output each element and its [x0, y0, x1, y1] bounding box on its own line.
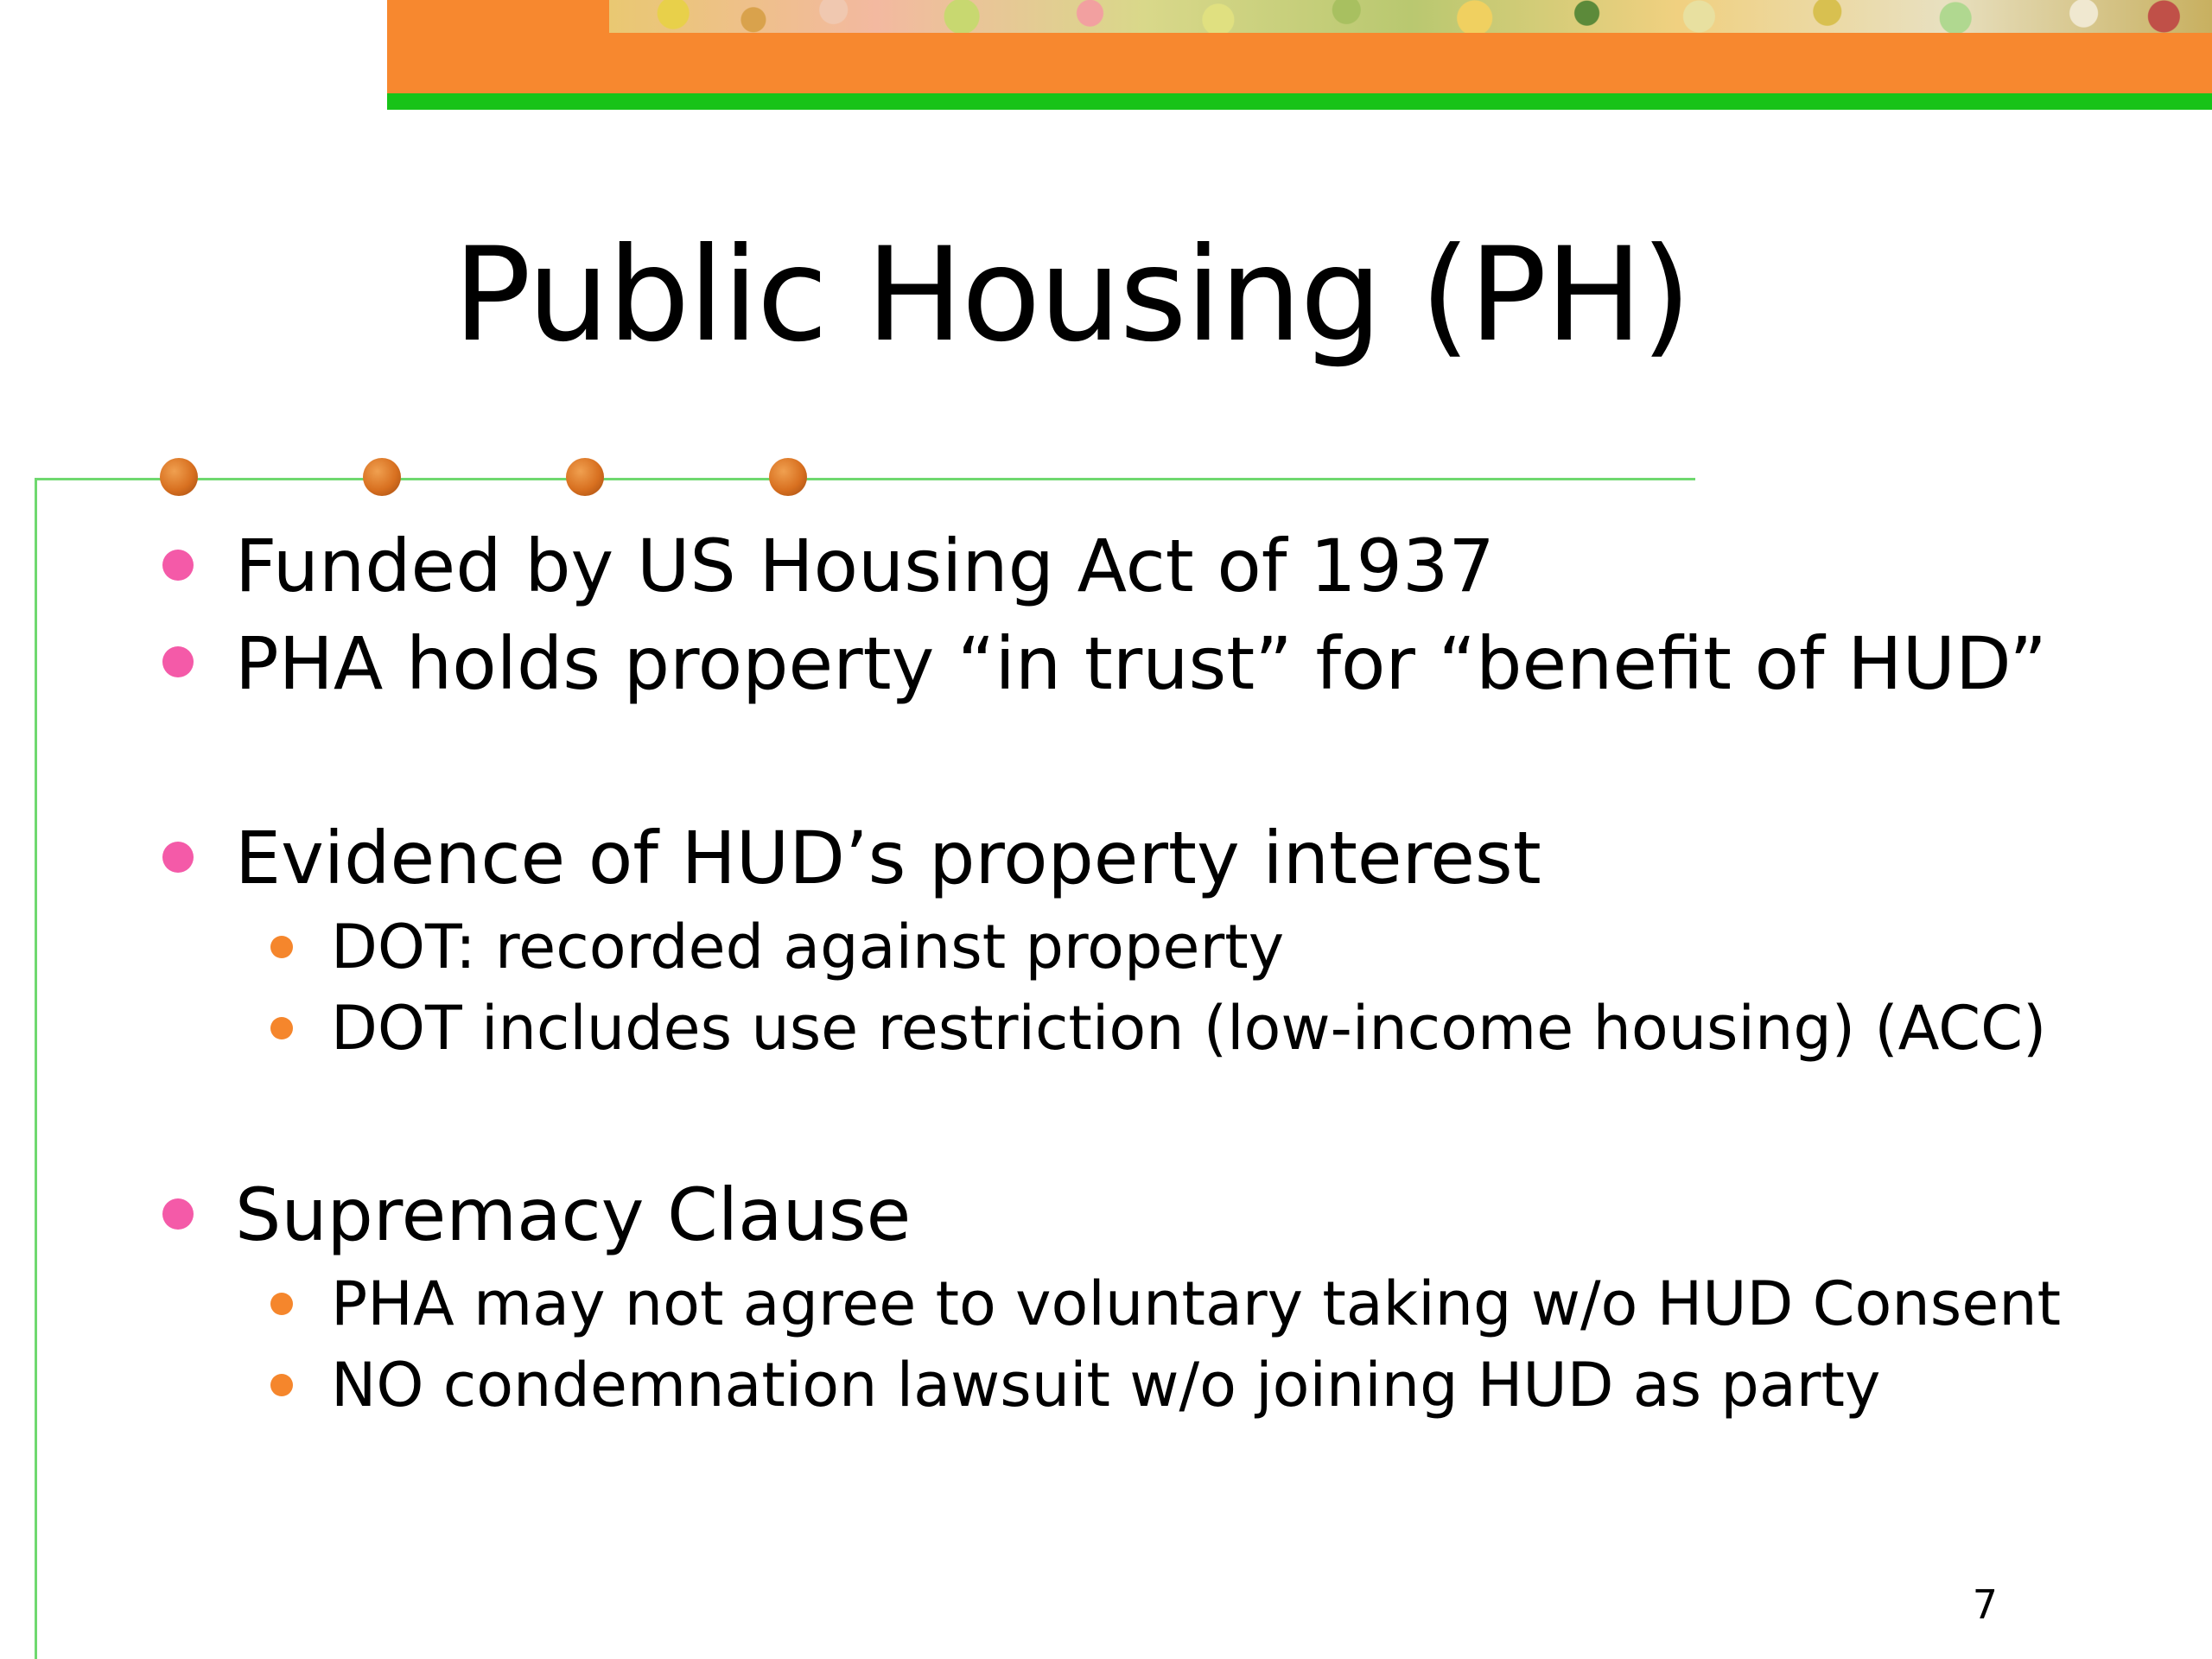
- sub-bullet-marker: [270, 1374, 293, 1396]
- bullet-item: Evidence of HUD’s property interest: [235, 816, 1541, 900]
- bullet-marker: [162, 646, 194, 677]
- page-number: 7: [1972, 1581, 1998, 1628]
- sub-bullet-item: DOT includes use restriction (low-income housing) (ACC): [331, 993, 2047, 1064]
- sub-bullet-marker: [270, 1293, 293, 1315]
- bullet-item: Funded by US Housing Act of 1937: [235, 524, 1495, 608]
- decorative-dot: [160, 458, 198, 496]
- sub-bullet-item: PHA may not agree to voluntary taking w/o HUD Consent: [331, 1268, 2062, 1339]
- decorative-dot: [769, 458, 807, 496]
- bullet-marker: [162, 550, 194, 581]
- bullet-item: Supremacy Clause: [235, 1173, 912, 1257]
- bullet-item: PHA holds property “in trust” for “benefit of HUD”: [235, 621, 2047, 706]
- bullet-marker: [162, 1198, 194, 1230]
- decorative-dot: [566, 458, 604, 496]
- header-green-stripe: [387, 93, 2212, 110]
- header-photo-strip: [609, 0, 2212, 33]
- decorative-dot: [363, 458, 401, 496]
- sub-bullet-marker: [270, 1017, 293, 1039]
- sub-bullet-marker: [270, 936, 293, 958]
- bullet-marker: [162, 842, 194, 873]
- frame-horizontal-line: [35, 478, 1695, 480]
- sub-bullet-item: DOT: recorded against property: [331, 912, 1285, 982]
- frame-vertical-line: [35, 478, 37, 1659]
- sub-bullet-item: NO condemnation lawsuit w/o joining HUD as party: [331, 1350, 1881, 1421]
- slide-title: Public Housing (PH): [453, 220, 1690, 371]
